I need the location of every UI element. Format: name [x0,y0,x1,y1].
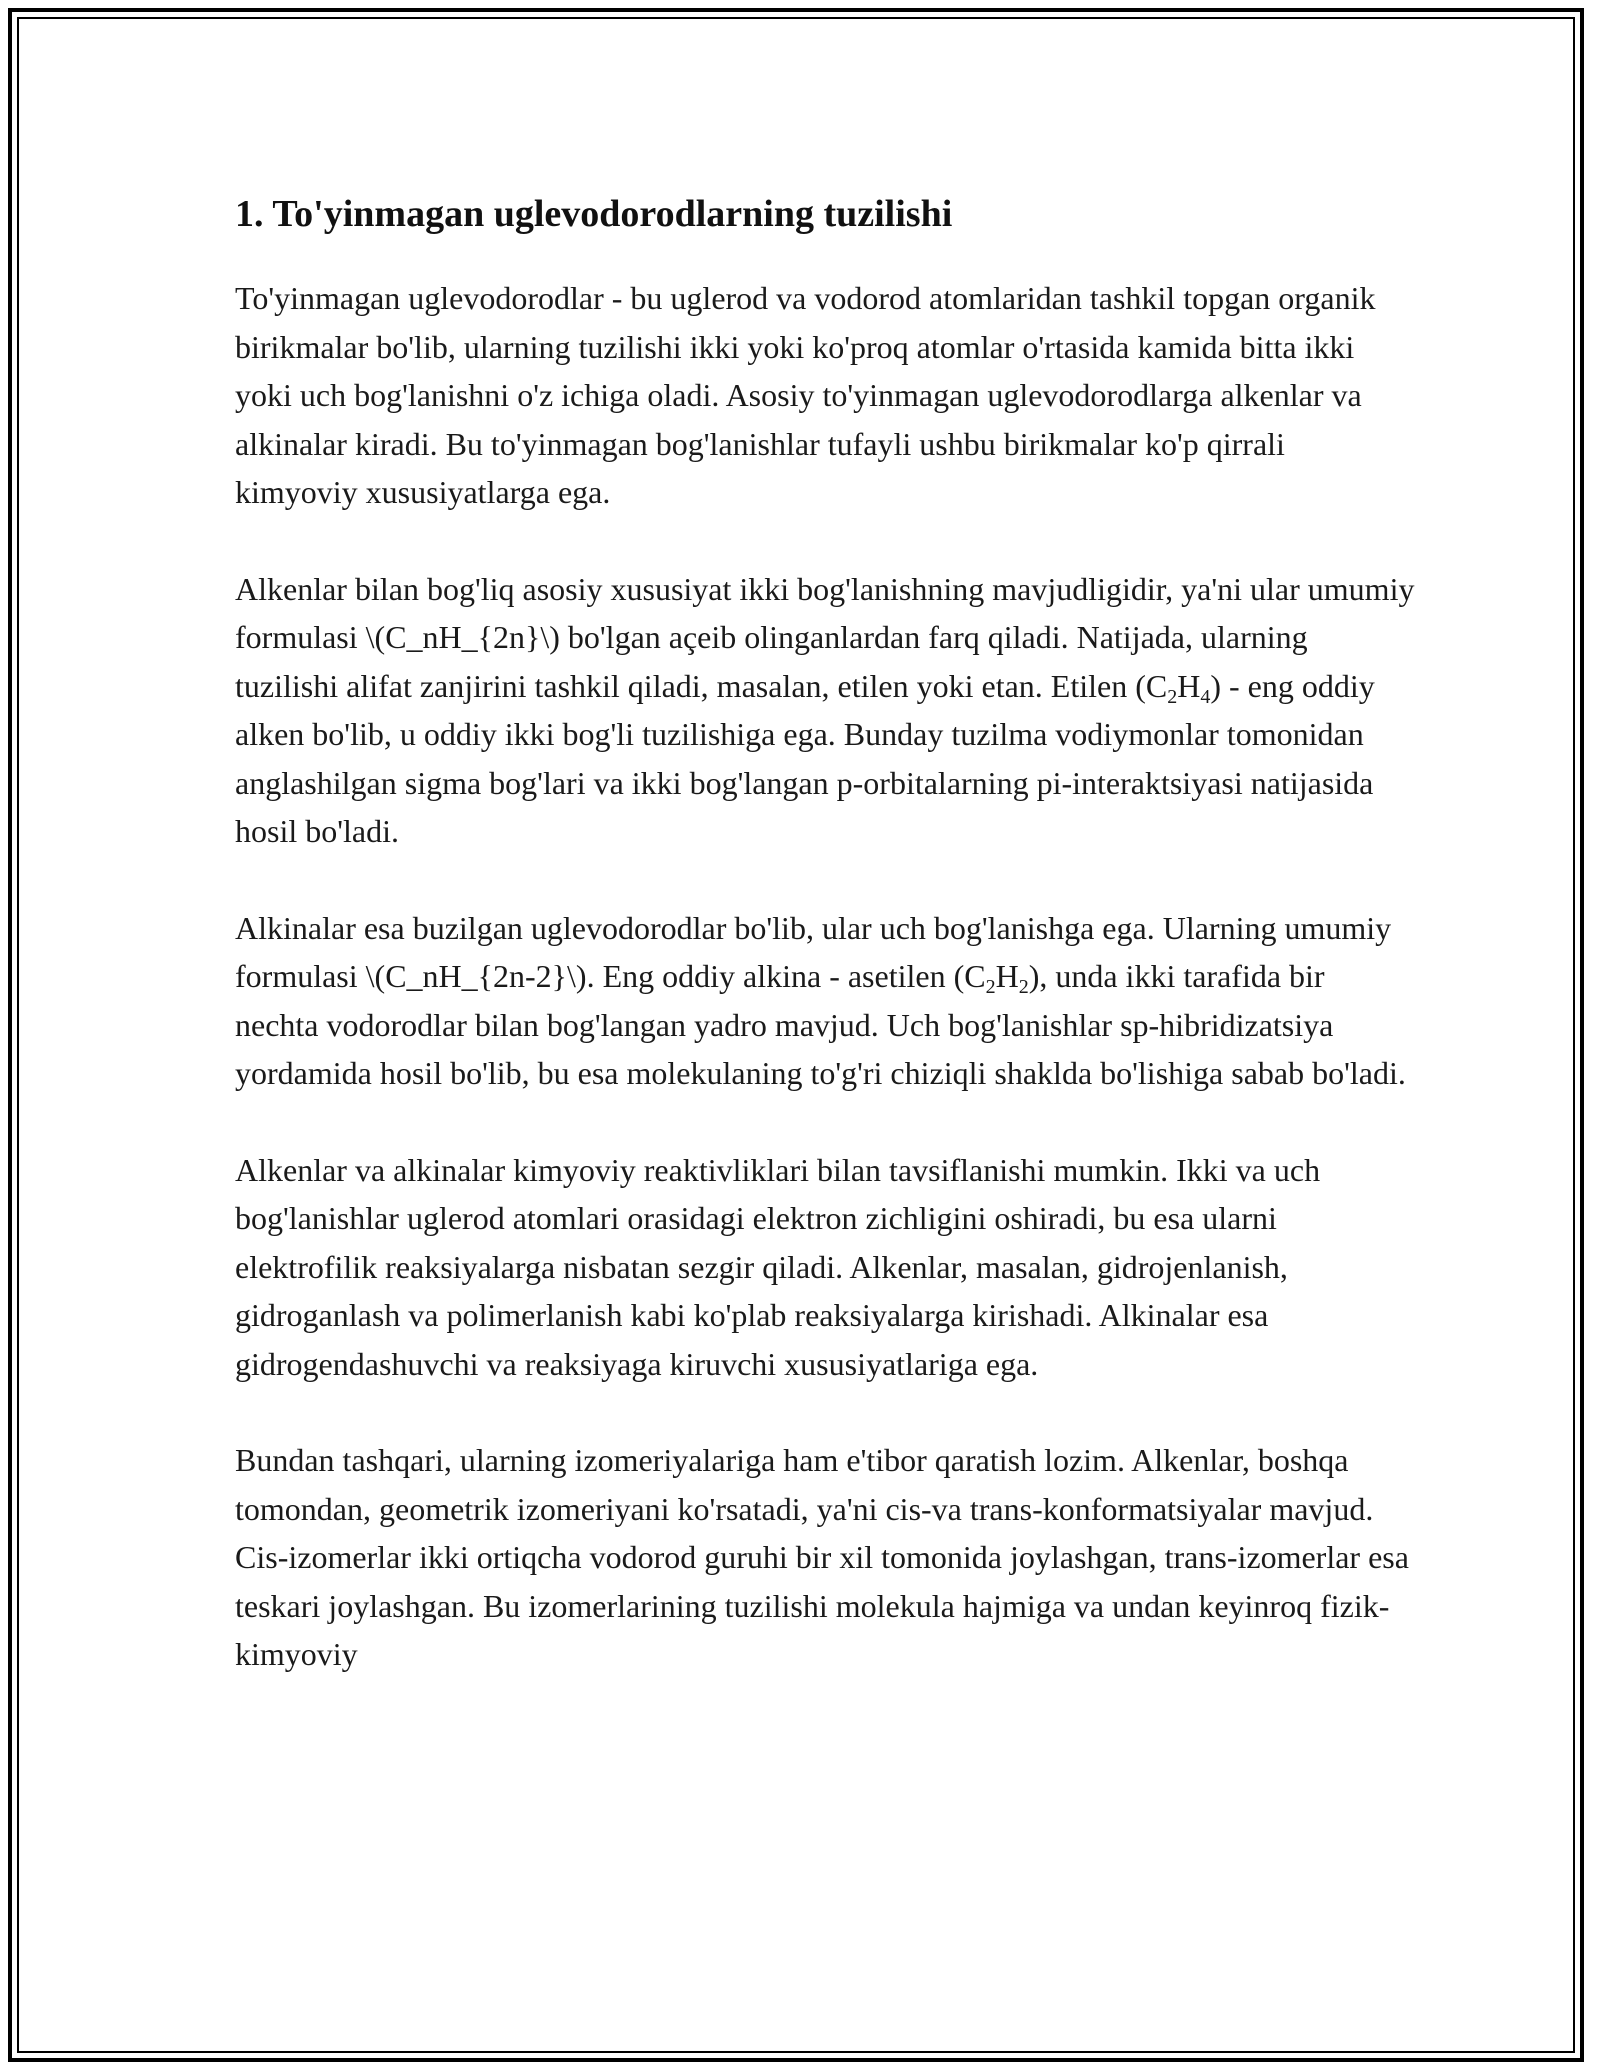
paragraph-3-text-a: Alkinalar esa buzilgan uglevodorodlar bo'lib, ular uch bog'lanishga ega. Ularning umumiy formulasi \(C_nH_{2n-2}\). Eng oddiy alkina - asetilen (C [235,909,1392,994]
paragraph-3 [235,904,1415,1098]
paragraph-2-text-c: ) - eng oddiy alken bo'lib, u oddiy ikki bog'li tuzilishiga ega. Bunday tuzilma vodiymonlar tomonidan anglashilgan sigma bog'lari va ikki bog'langan p-orbitalarning pi-interaktsiyasi natijasida hosil bo'ladi. [235,667,1375,849]
paragraph-2 [235,565,1415,856]
section-heading: 1. To'yinmagan uglevodorodlarning tuzilishi [235,193,953,235]
subscript: 4 [1200,685,1211,708]
paragraph-5: Bundan tashqari, ularning izomeriyalariga ham e'tibor qaratish lozim. Alkenlar, boshqa tomondan, geometrik izomeriyani ko'rsatadi, ya'ni cis-va trans-konformatsiyalar mavjud. Cis-izomerlar ikki ortiqcha vodorod guruhi bir xil tomonida joylashgan, trans-izomerlar esa teskari joylashgan. Bu izomerlarining tuzilishi molekula hajmiga va undan keyinroq fizik-kimyoviy [235,1442,1409,1672]
document-body [235,184,1415,1727]
subscript: 2 [1167,685,1178,708]
paragraph-3-text-b: H [995,958,1019,994]
paragraph-2-text-b: H [1177,667,1201,704]
subscript: 2 [985,976,996,998]
paragraph-3-text-c: ), unda ikki tarafida bir nechta vodorodlar bilan bog'langan yadro mavjud. Uch bog'lanishlar sp-hibridizatsiya yordamida hosil bo'lib, bu esa molekulaning to'g'ri chiziqli shaklda bo'lishiga sabab bo'ladi. [235,958,1406,1091]
paragraph-4: Alkenlar va alkinalar kimyoviy reaktivliklari bilan tavsiflanishi mumkin. Ikki va uch bog'lanishlar uglerod atomlari orasidagi elektron zichligini oshiradi, bu esa ularni elektrofilik reaksiyalarga nisbatan sezgir qiladi. Alkenlar, masalan, gidrojenlanish, gidroganlash va polimerlanish kabi ko'plab reaksiyalarga kirishadi. Alkinalar esa gidrogendashuvchi va reaksiyaga kiruvchi xususiyatlariga ega. [235,1151,1321,1382]
subscript: 2 [1018,976,1029,998]
paragraph-2-text-a: Alkenlar bilan bog'liq asosiy xususiyat ikki bog'lanishning mavjudligidir, ya'ni ular umumiy formulasi \(C_nH_{2n}\) bo'lgan açeib olinganlardan farq qiladi. Natijada, ularning tuzilishi alifat zanjirini tashkil qiladi, masalan, etilen yoki etan. Etilen (C [235,570,1415,704]
paragraph-1: To'yinmagan uglevodorodlar - bu uglerod va vodorod atomlaridan tashkil topgan organik birikmalar bo'lib, ularning tuzilishi ikki yoki ko'proq atomlar o'rtasida kamida bitta ikki yoki uch bog'lanishni o'z ichiga oladi. Asosiy to'yinmagan uglevodorodlarga alkenlar va alkinalar kiradi. Bu to'yinmagan bog'lanishlar tufayli ushbu birikmalar ko'p qirrali kimyoviy xususiyatlarga ega. [235,280,1376,510]
